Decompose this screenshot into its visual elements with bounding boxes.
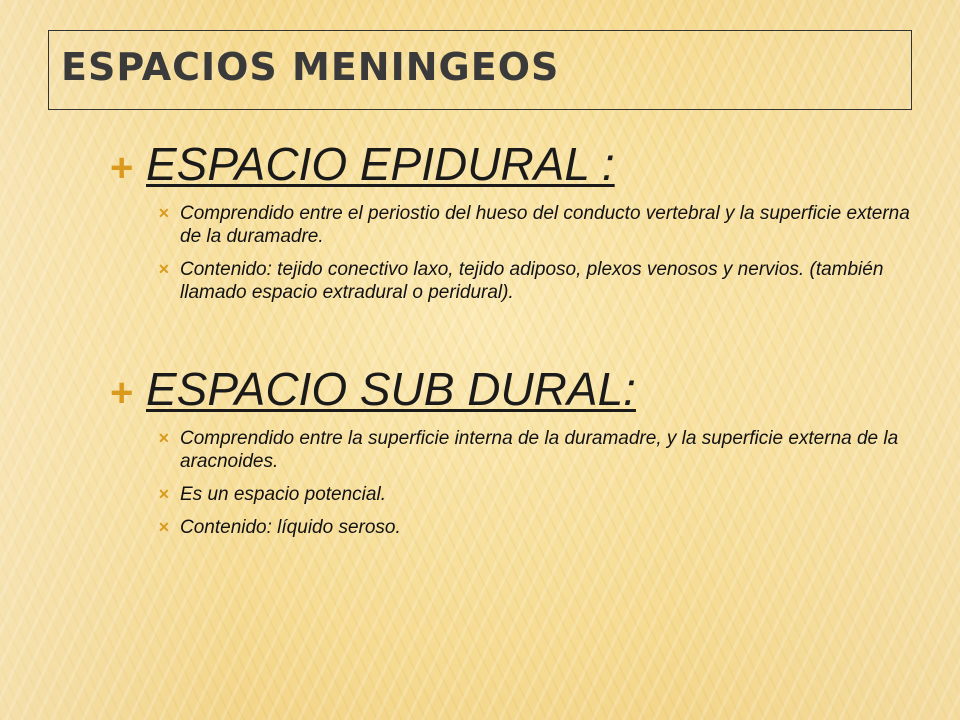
- title-box: [48, 30, 912, 110]
- plus-icon: +: [110, 146, 134, 191]
- section-heading: ESPACIO EPIDURAL :: [146, 138, 615, 190]
- list-item-text: Contenido: líquido seroso.: [180, 517, 401, 539]
- list-item: [158, 427, 910, 473]
- list-item: [158, 516, 910, 539]
- list-item-text: Es un espacio potencial.: [180, 484, 386, 506]
- section-heading: ESPACIO SUB DURAL:: [146, 363, 636, 415]
- slide-title: ESPACIOS MENINGEOS: [61, 45, 560, 89]
- list-item: [158, 202, 910, 248]
- list-item-text: Comprendido entre la superficie interna de la duramadre, y la superficie externa de la aracnoides.: [180, 428, 899, 473]
- section-heading-row: [110, 363, 910, 416]
- list-item-text: Contenido: tejido conectivo laxo, tejido adiposo, plexos venosos y nervios. (también llamado espacio extradural o peridural).: [180, 259, 884, 304]
- bullet-list: [158, 427, 910, 539]
- section-epidural: [110, 140, 910, 314]
- x-icon: ✕: [158, 486, 170, 503]
- x-icon: ✕: [158, 261, 170, 278]
- plus-icon: +: [110, 371, 134, 416]
- list-item: [158, 483, 910, 506]
- x-icon: ✕: [158, 519, 170, 536]
- x-icon: ✕: [158, 205, 170, 222]
- bullet-list: [158, 202, 910, 304]
- section-subdural: [110, 365, 910, 549]
- list-item: [158, 258, 910, 304]
- list-item-text: Comprendido entre el periostio del hueso del conducto vertebral y la superficie externa de la duramadre.: [180, 203, 910, 248]
- x-icon: ✕: [158, 430, 170, 447]
- section-heading-row: [110, 138, 910, 191]
